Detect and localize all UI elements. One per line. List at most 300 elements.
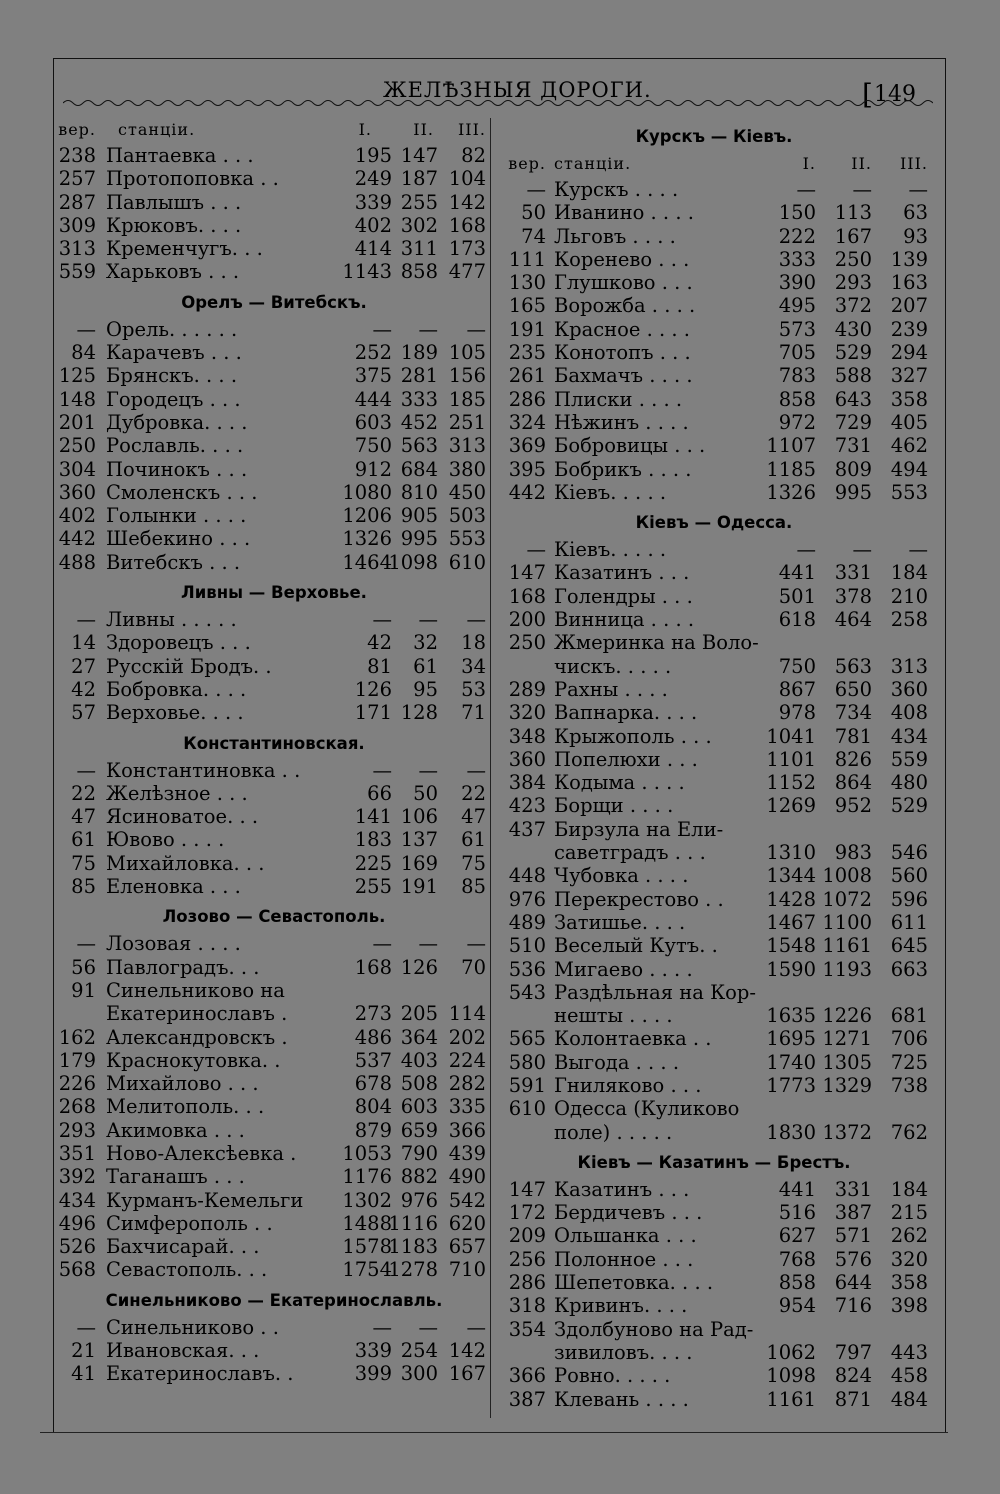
fare-class-2: 1193 [822,957,872,981]
fare-class-3: 681 [890,1004,928,1028]
distance-cell: 209 [508,1224,546,1248]
table-row [494,271,934,294]
station-cell: Константиновка . . [106,758,301,782]
fare-class-1: 1773 [766,1073,816,1097]
station-cell: Крюковъ. . . . [106,213,242,237]
table-row [58,260,490,283]
header-km: вер. [58,120,96,139]
fare-class-2: — [852,178,872,201]
table-row [58,551,490,574]
fare-class-1: 81 [367,654,392,678]
fare-class-1: 390 [778,271,816,295]
station-cell: Иванино . . . . [554,201,694,225]
distance-cell: 261 [508,364,546,388]
fare-class-1: 516 [778,1201,816,1225]
fare-class-1: 603 [354,410,392,434]
fare-class-2: 858 [400,260,438,284]
fare-class-1: — [372,608,392,632]
station-cell: Борщи . . . . [554,794,674,818]
fare-class-1: 441 [778,561,816,585]
table-row [494,388,934,411]
station-cell: чискъ. . . . . [554,654,672,678]
distance-cell: 57 [71,701,96,725]
table-row [494,818,934,841]
fare-class-1: 1695 [766,1027,816,1051]
fare-class-3: 762 [890,1120,928,1144]
section-title: Курскъ — Кіевъ. [635,127,793,146]
station-cell: зивиловъ. . . . [554,1340,693,1364]
fare-class-1: 1754 [342,1258,392,1282]
table-row [58,191,490,214]
header-station: станціи. [554,154,632,173]
table-row [494,1388,934,1411]
fare-class-2: 1372 [822,1120,872,1144]
fare-class-3: 408 [890,701,928,725]
distance-cell: 543 [508,980,546,1004]
table-row [494,958,934,981]
fare-class-2: 189 [400,341,438,365]
fare-class-1: 750 [778,654,816,678]
fare-class-1: 1206 [342,504,392,528]
distance-cell: 168 [508,584,546,608]
distance-cell: 74 [521,224,546,248]
station-cell: Верховье. . . . [106,701,244,725]
fare-class-2: 529 [834,341,872,365]
station-cell: Курскъ . . . . [554,178,679,201]
distance-cell: 448 [508,864,546,888]
distance-cell: 201 [58,410,96,434]
table-row [494,294,934,317]
table-row [494,1294,934,1317]
fare-class-3: 503 [448,504,486,528]
fare-class-2: — [418,317,438,341]
table-row [58,144,490,167]
fare-class-3: 251 [448,410,486,434]
fare-class-3: 398 [890,1294,928,1318]
station-cell: Бобрикъ . . . . [554,457,692,481]
station-cell: Вапнарка. . . . [554,701,698,725]
fare-class-1: 1578 [342,1235,392,1259]
fare-class-3: 93 [903,224,928,248]
table-row [58,434,490,457]
table-row [58,1049,490,1072]
station-cell: Екатеринославъ . [106,1002,288,1026]
distance-cell: 84 [71,341,96,365]
table-row [494,411,934,434]
distance-cell: 162 [58,1025,96,1049]
fare-class-1: 222 [778,224,816,248]
fare-class-2: 254 [400,1339,438,1363]
distance-cell: 392 [58,1165,96,1189]
fare-class-2: 864 [834,771,872,795]
fare-class-2: 588 [834,364,872,388]
table-row [494,678,934,701]
fare-class-3: 360 [890,677,928,701]
table-row [58,411,490,434]
fare-class-3: 168 [448,213,486,237]
distance-cell: 318 [508,1294,546,1318]
table-row [494,364,934,387]
fare-class-1: 912 [354,457,392,481]
fare-class-3: 163 [890,271,928,295]
fare-class-2: 311 [400,237,438,261]
fare-class-3: 484 [890,1387,928,1411]
fare-class-3: 439 [448,1141,486,1165]
table-row [58,631,490,654]
fare-class-3: 559 [890,747,928,771]
column-header-row [58,118,490,144]
station-cell: Шепетовка. . . . [554,1271,714,1295]
distance-cell: 348 [508,724,546,748]
fare-class-2: 871 [834,1387,872,1411]
fare-class-2: 781 [834,724,872,748]
fare-class-3: 529 [890,794,928,818]
table-row [494,725,934,748]
distance-cell: 268 [58,1095,96,1119]
fare-class-2: 333 [400,387,438,411]
fare-class-2: 983 [834,841,872,865]
station-cell: Смоленскъ . . . [106,480,258,504]
distance-cell: 565 [508,1027,546,1051]
fare-class-2: 137 [400,828,438,852]
fare-class-3: 207 [890,294,928,318]
fare-class-3: 327 [890,364,928,388]
station-cell: Александровскъ . [106,1025,288,1049]
table-row [58,678,490,701]
fare-class-3: 313 [890,654,928,678]
table-row [58,932,490,955]
fare-class-2: 734 [834,701,872,725]
fare-class-2: 364 [400,1025,438,1049]
distance-cell: 257 [58,167,96,191]
fare-class-3: 85 [461,875,486,899]
table-row [494,1051,934,1074]
station-cell: нешты . . . . [554,1004,673,1028]
fare-class-3: 34 [461,654,486,678]
distance-cell: — [526,178,546,201]
station-cell: саветградъ . . . [554,841,706,865]
fare-class-3: 596 [890,887,928,911]
fare-class-3: 320 [890,1247,928,1271]
fare-class-1: 1326 [342,527,392,551]
distance-cell: 610 [508,1097,546,1121]
station-cell: Еленовка . . . [106,875,241,899]
station-cell: Пантаевка . . . [106,144,254,167]
station-cell: Ясиноватое. . . [106,805,259,829]
header-class-3: III. [899,154,928,173]
fare-class-2: 331 [834,561,872,585]
table-row [494,934,934,957]
section-title: Кіевъ — Одесса. [635,513,793,533]
table-row [494,1201,934,1224]
fare-class-3: 663 [890,957,928,981]
table-row [494,631,934,654]
page-number-value: 149 [874,82,916,107]
distance-cell: 384 [508,771,546,795]
fare-class-2: 1329 [822,1073,872,1097]
distance-cell: 286 [508,387,546,411]
header-km: вер. [508,154,546,173]
station-cell: Коренево . . . [554,247,690,271]
station-cell: Плиски . . . . [554,387,683,411]
table-row [58,782,490,805]
table-row [494,841,934,864]
fare-class-1: 1635 [766,1004,816,1028]
distance-cell: 130 [508,271,546,295]
fare-class-1: 1740 [766,1050,816,1074]
distance-cell: 256 [508,1247,546,1271]
fare-class-2: 191 [400,875,438,899]
fare-class-3: 657 [448,1235,486,1259]
table-row [58,1258,490,1281]
station-cell: Рославль. . . . [106,434,244,458]
distance-cell: 250 [508,631,546,655]
fare-class-3: 53 [461,677,486,701]
fare-class-3: 258 [890,608,928,632]
fare-class-3: — [466,608,486,632]
fare-class-1: 978 [778,701,816,725]
fare-class-2: 571 [834,1224,872,1248]
fare-class-1: 867 [778,677,816,701]
fare-class-3: — [466,317,486,341]
fare-class-1: 66 [367,781,392,805]
fare-class-2: 905 [400,504,438,528]
station-cell: Мигаево . . . . [554,957,693,981]
distance-cell: 21 [71,1339,96,1363]
distance-cell: 442 [58,527,96,551]
table-row [494,701,934,724]
fare-class-3: 380 [448,457,486,481]
fare-class-2: 95 [413,677,438,701]
fare-class-3: 18 [461,631,486,655]
distance-cell: 111 [508,247,546,271]
fare-class-1: 1161 [766,1387,816,1411]
table-row [58,458,490,481]
fare-class-2: 281 [400,364,438,388]
fare-class-2: 293 [834,271,872,295]
station-cell: Ровно. . . . . [554,1364,671,1388]
fare-class-2: 1008 [822,864,872,888]
fare-class-1: 1344 [766,864,816,888]
fare-class-3: 105 [448,341,486,365]
distance-cell: 526 [58,1235,96,1259]
fare-class-1: 171 [354,701,392,725]
table-row [58,875,490,898]
fare-class-3: 262 [890,1224,928,1248]
fare-class-3: 294 [890,341,928,365]
page-header [53,70,946,110]
table-row [58,1235,490,1258]
fare-class-3: 215 [890,1201,928,1225]
table-row [494,771,934,794]
fare-class-1: 225 [354,851,392,875]
table-row [58,1189,490,1212]
fare-class-1: 768 [778,1247,816,1271]
fare-class-3: 239 [890,317,928,341]
fare-class-1: 183 [354,828,392,852]
fare-class-1: 375 [354,364,392,388]
station-cell: Рахны . . . . [554,677,668,701]
fare-class-3: — [908,178,928,201]
fare-class-1: 252 [354,341,392,365]
fare-class-1: 1590 [766,957,816,981]
distance-cell: 489 [508,910,546,934]
fare-class-1: 1152 [766,771,816,795]
fare-class-3: 477 [448,260,486,284]
table-row [494,1121,934,1144]
station-cell: Русскій Бродъ. . [106,654,272,678]
fare-class-2: 378 [834,584,872,608]
fare-class-1: 1269 [766,794,816,818]
distance-cell: 324 [508,410,546,434]
fare-class-2: 644 [834,1271,872,1295]
fare-class-3: 480 [890,771,928,795]
fare-class-1: 1143 [342,260,392,284]
station-cell: Синельниково на [106,978,285,1002]
fare-class-2: 126 [400,955,438,979]
station-cell: Затишье. . . . [554,910,686,934]
table-row [58,828,490,851]
fare-class-1: 1101 [766,747,816,771]
station-cell: Ново-Алексѣевка . [106,1141,297,1165]
table-row [494,655,934,678]
distance-cell: 434 [58,1188,96,1212]
distance-cell: 125 [58,364,96,388]
fare-class-2: 205 [400,1002,438,1026]
distance-cell: 147 [508,561,546,585]
fare-class-2: 643 [834,387,872,411]
table-row [58,852,490,875]
table-row [494,911,934,934]
distance-cell: 287 [58,190,96,214]
fare-class-2: 603 [400,1095,438,1119]
distance-cell: 510 [508,934,546,958]
fare-class-3: 156 [448,364,486,388]
table-row [494,888,934,911]
station-cell: Казатинъ . . . [554,1177,690,1201]
distance-cell: 387 [508,1387,546,1411]
fare-class-1: 783 [778,364,816,388]
fare-class-3: 70 [461,955,486,979]
station-cell: Кодыма . . . . [554,771,685,795]
table-row [494,608,934,631]
station-cell: Бердичевъ . . . [554,1201,703,1225]
distance-cell: 360 [508,747,546,771]
fare-class-1: 1428 [766,887,816,911]
fare-class-1: 1830 [766,1120,816,1144]
fare-class-1: — [796,538,816,562]
fare-class-2: — [418,932,438,956]
fare-class-2: 300 [400,1362,438,1386]
table-row [494,561,934,584]
fare-class-3: 405 [890,410,928,434]
distance-cell: — [76,1315,96,1339]
distance-cell: 293 [58,1118,96,1142]
fare-class-2: 128 [400,701,438,725]
fare-class-1: 1041 [766,724,816,748]
section-title: Лозово — Севастополь. [162,907,386,927]
fare-class-1: 618 [778,608,816,632]
fare-class-3: 458 [890,1364,928,1388]
distance-cell: 442 [508,480,546,504]
table-row [58,214,490,237]
fare-class-2: 1278 [388,1258,438,1282]
distance-cell: 320 [508,701,546,725]
distance-cell: — [76,758,96,782]
table-row [494,248,934,271]
fare-class-1: 195 [354,144,392,167]
station-cell: Протопоповка . . [106,167,279,191]
fare-class-3: 282 [448,1072,486,1096]
distance-cell: 304 [58,457,96,481]
header-station: станціи. [118,120,196,139]
fare-class-3: 553 [890,480,928,504]
station-cell: Нѣжинъ . . . . [554,410,689,434]
station-cell: Ливны . . . . . [106,608,237,632]
station-cell: Ворожба . . . . [554,294,696,318]
fare-class-2: 61 [413,654,438,678]
fare-class-2: 32 [413,631,438,655]
fare-class-1: 1176 [342,1165,392,1189]
table-row [58,167,490,190]
fare-class-1: — [372,758,392,782]
distance-cell: 235 [508,341,546,365]
table-row [58,701,490,724]
station-cell: Кіевъ. . . . . [554,480,667,504]
fare-class-2: — [418,758,438,782]
fare-class-2: 387 [834,1201,872,1225]
fare-class-1: 1548 [766,934,816,958]
fare-class-1: 150 [778,201,816,225]
station-cell: Колонтаевка . . [554,1027,712,1051]
station-cell: Карачевъ . . . [106,341,242,365]
table-row [494,1178,934,1201]
fare-class-2: 790 [400,1141,438,1165]
fare-class-2: 729 [834,410,872,434]
station-cell: Ювово . . . . [106,828,225,852]
fare-class-3: 61 [461,828,486,852]
fare-class-3: 71 [461,701,486,725]
column-separator [490,118,491,1418]
station-cell: Брянскъ. . . . [106,364,238,388]
distance-cell: 366 [508,1364,546,1388]
bracket-glyph: [ [862,78,873,111]
header-class-1: I. [802,154,816,173]
station-cell: Акимовка . . . [106,1118,245,1142]
distance-cell: 559 [58,260,96,284]
fare-class-3: 620 [448,1211,486,1235]
table-row [58,655,490,678]
table-row [58,1362,490,1385]
station-cell: Витебскъ . . . [106,550,241,574]
distance-cell: 976 [508,887,546,911]
fare-class-2: — [852,538,872,562]
fare-class-3: 706 [890,1027,928,1051]
distance-cell: — [76,317,96,341]
fare-class-2: 403 [400,1048,438,1072]
distance-cell: 423 [508,794,546,818]
fare-class-2: 113 [834,201,872,225]
table-row [494,1027,934,1050]
station-cell: Казатинъ . . . [554,561,690,585]
fare-class-2: 563 [400,434,438,458]
fare-class-3: 553 [448,527,486,551]
fare-class-1: 42 [367,631,392,655]
fare-class-1: — [796,178,816,201]
station-cell: Таганашъ . . . [106,1165,245,1189]
fare-class-3: 645 [890,934,928,958]
station-cell: Крыжополь . . . [554,724,712,748]
